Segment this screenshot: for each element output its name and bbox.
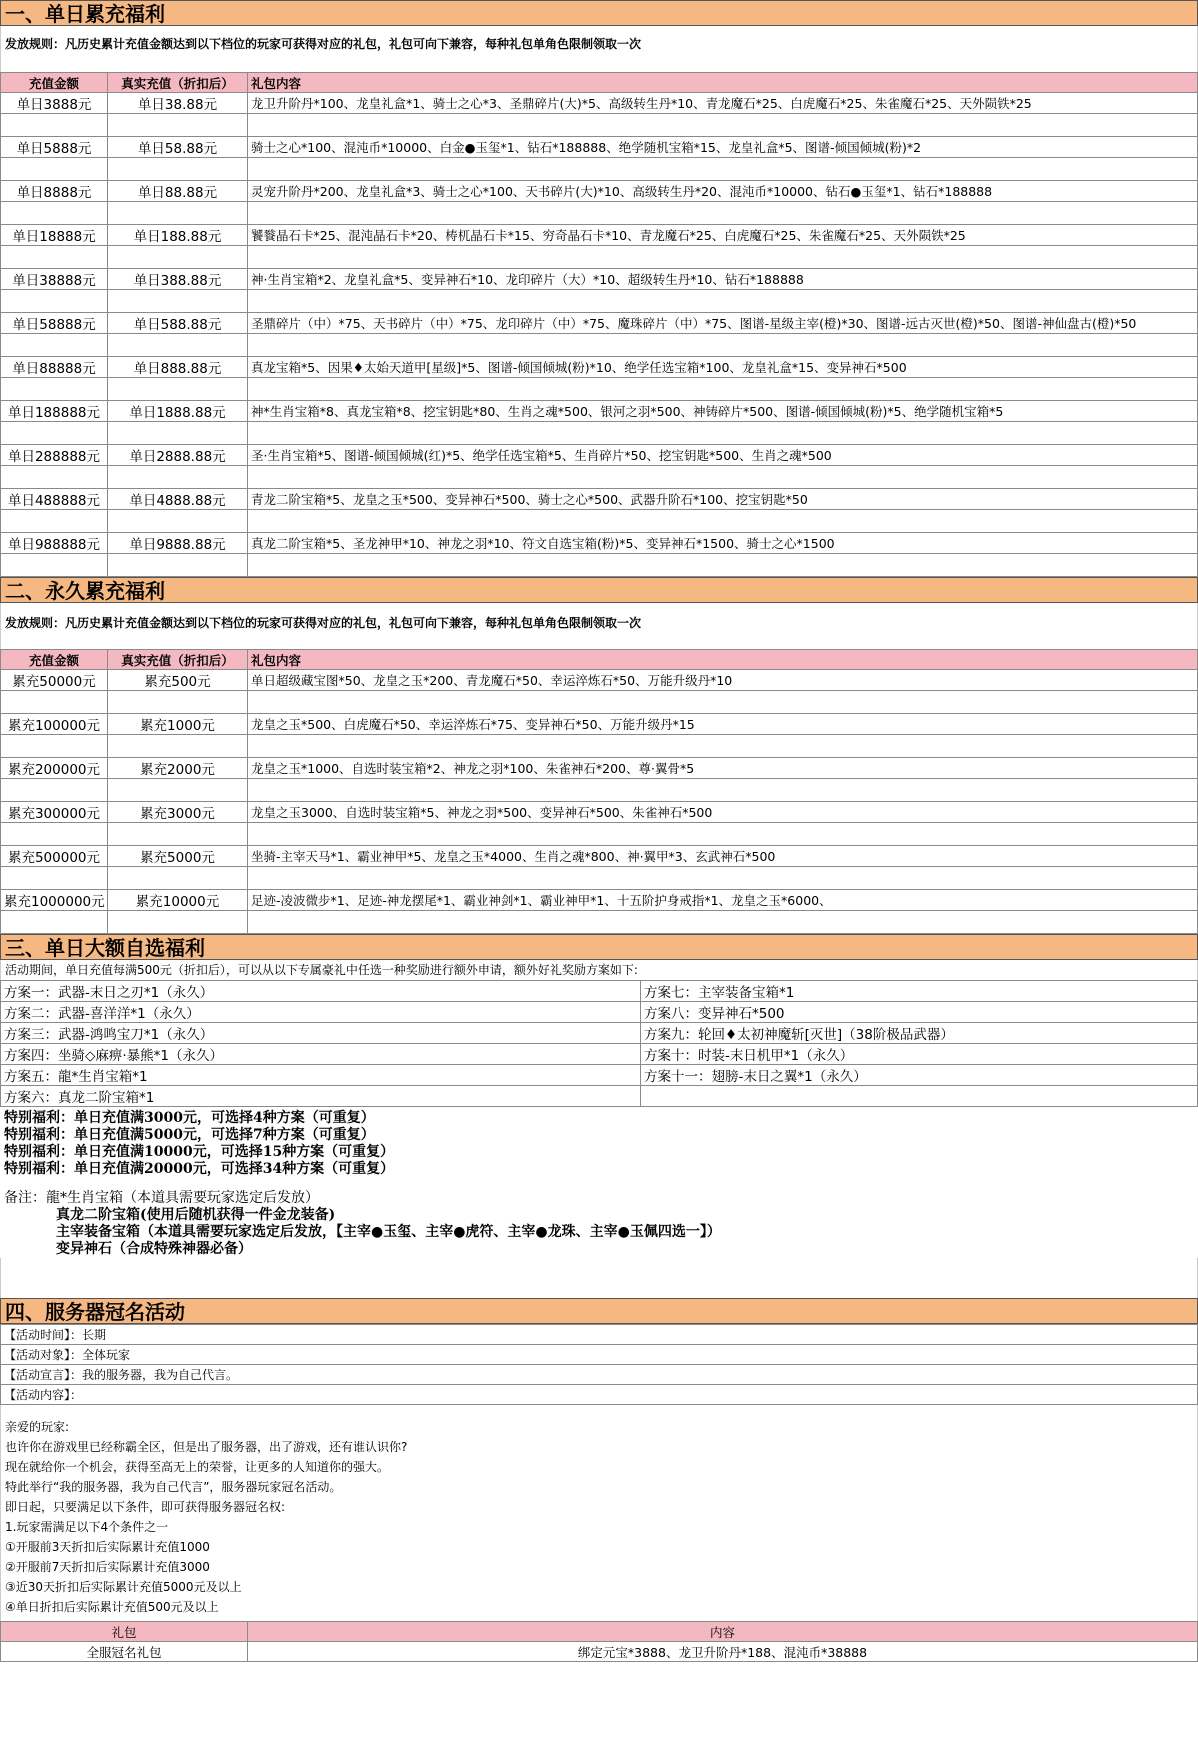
blank-cell bbox=[248, 554, 1198, 577]
section-3-title: 三、单日大额自选福利 bbox=[0, 934, 1198, 960]
gift-name: 全服冠名礼包 bbox=[1, 1642, 248, 1662]
letter-line: 也许你在游戏里已经称霸全区，但是出了服务器，出了游戏，还有谁认识你? bbox=[5, 1440, 408, 1454]
amount-cell: 单日58888元 bbox=[1, 313, 108, 334]
table-row bbox=[1, 890, 1198, 911]
table-row bbox=[1, 93, 1198, 114]
content-cell: 龙卫升阶丹*100、龙皇礼盒*1、骑士之心*3、圣鼎碎片(大)*5、高级转生丹*10、青龙魔石*25、白虎魔石*25、朱雀魔石*25、天外陨铁*25 bbox=[248, 93, 1198, 114]
blank-cell bbox=[108, 466, 248, 489]
table-row bbox=[1, 137, 1198, 158]
blank-cell bbox=[1, 202, 108, 225]
special-line: 特别福利：单日充值满3000元，可选择4种方案（可重复） bbox=[4, 1110, 375, 1126]
amount-cell: 累充50000元 bbox=[1, 670, 108, 691]
special-line: 特别福利：单日充值满20000元，可选择34种方案（可重复） bbox=[4, 1161, 395, 1177]
col-real-header: 真实充值（折扣后） bbox=[108, 73, 248, 93]
real-amount-cell: 累充3000元 bbox=[108, 802, 248, 823]
blank-row bbox=[1, 158, 1198, 181]
blank-row bbox=[1, 554, 1198, 577]
spacer bbox=[0, 58, 1198, 72]
blank-row bbox=[1, 466, 1198, 489]
note-line: 真龙二阶宝箱(使用后随机获得一件金龙装备) bbox=[56, 1207, 336, 1223]
real-amount-cell: 单日588.88元 bbox=[108, 313, 248, 334]
activity-info bbox=[0, 1324, 1198, 1405]
info-line: 【活动时间】：长期 bbox=[1, 1325, 1198, 1345]
plan-left: 方案三：武器-鸿鸣宝刀*1（永久） bbox=[1, 1023, 641, 1044]
blank-cell bbox=[108, 510, 248, 533]
blank-cell bbox=[108, 202, 248, 225]
blank-row bbox=[1, 510, 1198, 533]
real-amount-cell: 累充2000元 bbox=[108, 758, 248, 779]
gift-content: 绑定元宝*3888、龙卫升阶丹*188、混沌币*38888 bbox=[248, 1642, 1198, 1662]
blank-cell bbox=[108, 823, 248, 846]
blank-cell bbox=[108, 911, 248, 934]
blank-cell bbox=[1, 114, 108, 137]
blank-cell bbox=[108, 158, 248, 181]
note-head: 备注：龍*生肖宝箱（本道具需要玩家选定后发放） bbox=[4, 1190, 319, 1206]
blank-row bbox=[1, 290, 1198, 313]
blank-cell bbox=[248, 290, 1198, 313]
blank-cell bbox=[248, 378, 1198, 401]
real-amount-cell: 单日888.88元 bbox=[108, 357, 248, 378]
plan-left: 方案四：坐骑◇麻痹·暴熊*1（永久） bbox=[1, 1044, 641, 1065]
plan-row bbox=[1, 1023, 1198, 1044]
letter-line: 1.玩家需满足以下4个条件之一 bbox=[5, 1520, 169, 1534]
plan-left: 方案一：武器-末日之刃*1（永久） bbox=[1, 981, 641, 1002]
blank-row bbox=[1, 334, 1198, 357]
note-line: 变异神石（合成特殊神器必备） bbox=[56, 1241, 252, 1257]
plan-right: 方案八：变异神石*500 bbox=[641, 1002, 1198, 1023]
col-content-header: 礼包内容 bbox=[248, 73, 1198, 93]
amount-cell: 单日188888元 bbox=[1, 401, 108, 422]
real-amount-cell: 累充10000元 bbox=[108, 890, 248, 911]
col-content-header: 内容 bbox=[248, 1622, 1198, 1642]
special-line: 特别福利：单日充值满10000元，可选择15种方案（可重复） bbox=[4, 1144, 395, 1160]
plan-right: 方案九：轮回♦太初神魔斩[灭世]（38阶极品武器） bbox=[641, 1023, 1198, 1044]
letter-line: ①开服前3天折扣后实际累计充值1000 bbox=[5, 1540, 210, 1554]
section-2-table bbox=[0, 649, 1198, 934]
real-amount-cell: 单日2888.88元 bbox=[108, 445, 248, 466]
blank-cell bbox=[1, 378, 108, 401]
info-line: 【活动内容】： bbox=[1, 1385, 1198, 1405]
letter-line: 亲爱的玩家: bbox=[5, 1420, 70, 1434]
content-cell: 青龙二阶宝箱*5、龙皇之玉*500、变异神石*500、骑士之心*500、武器升阶石*100、挖宝钥匙*50 bbox=[248, 489, 1198, 510]
spacer bbox=[0, 1258, 1198, 1298]
blank-cell bbox=[108, 290, 248, 313]
blank-cell bbox=[1, 823, 108, 846]
real-amount-cell: 单日1888.88元 bbox=[108, 401, 248, 422]
content-cell: 神·生肖宝箱*2、龙皇礼盒*5、变异神石*10、龙印碎片（大）*10、超级转生丹*10、钻石*188888 bbox=[248, 269, 1198, 290]
blank-row bbox=[1, 202, 1198, 225]
letter-line: ②开服前7天折扣后实际累计充值3000 bbox=[5, 1560, 210, 1574]
plan-row bbox=[1, 1086, 1198, 1107]
plan-left: 方案六：真龙二阶宝箱*1 bbox=[1, 1086, 641, 1107]
amount-cell: 累充500000元 bbox=[1, 846, 108, 867]
blank-cell bbox=[248, 334, 1198, 357]
plan-row bbox=[1, 981, 1198, 1002]
blank-row bbox=[1, 422, 1198, 445]
content-cell: 骑士之心*100、混沌币*10000、白金●玉玺*1、钻石*188888、绝学随机宝箱*15、龙皇礼盒*5、图谱-倾国倾城(粉)*2 bbox=[248, 137, 1198, 158]
blank-cell bbox=[1, 422, 108, 445]
blank-cell bbox=[248, 735, 1198, 758]
plan-right: 方案十一：翅膀-末日之翼*1（永久） bbox=[641, 1065, 1198, 1086]
blank-cell bbox=[248, 867, 1198, 890]
blank-row bbox=[1, 691, 1198, 714]
plan-right bbox=[641, 1086, 1198, 1107]
col-content-header: 礼包内容 bbox=[248, 650, 1198, 670]
blank-cell bbox=[108, 114, 248, 137]
amount-cell: 单日88888元 bbox=[1, 357, 108, 378]
blank-cell bbox=[108, 691, 248, 714]
amount-cell: 单日988888元 bbox=[1, 533, 108, 554]
section-1-rule: 发放规则：凡历史累计充值金额达到以下档位的玩家可获得对应的礼包，礼包可向下兼容，每种礼包单角色限制领取一次 bbox=[0, 30, 1198, 58]
table-row bbox=[1, 802, 1198, 823]
blank-cell bbox=[248, 510, 1198, 533]
real-amount-cell: 累充1000元 bbox=[108, 714, 248, 735]
real-amount-cell: 单日88.88元 bbox=[108, 181, 248, 202]
blank-cell bbox=[248, 823, 1198, 846]
table-row bbox=[1, 181, 1198, 202]
letter-line: 即日起，只要满足以下条件，即可获得服务器冠名权: bbox=[5, 1500, 286, 1514]
content-cell: 圣鼎碎片（中）*75、天书碎片（中）*75、龙印碎片（中）*75、魔珠碎片（中）*75、图谱-星级主宰(橙)*30、图谱-远古灭世(橙)*50、图谱-神仙盘古(橙)*50 bbox=[248, 313, 1198, 334]
blank-row bbox=[1, 378, 1198, 401]
blank-row bbox=[1, 246, 1198, 269]
blank-row bbox=[1, 823, 1198, 846]
plan-right: 方案七：主宰装备宝箱*1 bbox=[641, 981, 1198, 1002]
col-gift-header: 礼包 bbox=[1, 1622, 248, 1642]
table-row bbox=[1, 670, 1198, 691]
blank-cell bbox=[1, 246, 108, 269]
blank-cell bbox=[1, 691, 108, 714]
table-row bbox=[1, 489, 1198, 510]
section-4-title: 四、服务器冠名活动 bbox=[0, 1298, 1198, 1324]
blank-cell bbox=[248, 246, 1198, 269]
amount-cell: 累充1000000元 bbox=[1, 890, 108, 911]
info-line: 【活动宣言】：我的服务器，我为自己代言。 bbox=[1, 1365, 1198, 1385]
section-1-table bbox=[0, 72, 1198, 577]
blank-cell bbox=[108, 554, 248, 577]
real-amount-cell: 单日9888.88元 bbox=[108, 533, 248, 554]
table-row bbox=[1, 313, 1198, 334]
plan-left: 方案二：武器-喜洋洋*1（永久） bbox=[1, 1002, 641, 1023]
table-row bbox=[1, 401, 1198, 422]
blank-cell bbox=[1, 867, 108, 890]
blank-cell bbox=[1, 158, 108, 181]
letter-line: ④单日折扣后实际累计充值500元及以上 bbox=[5, 1600, 219, 1614]
table-row bbox=[1, 758, 1198, 779]
blank-cell bbox=[1, 779, 108, 802]
blank-cell bbox=[1, 554, 108, 577]
content-cell: 真龙宝箱*5、因果♦太始天道甲[星级]*5、图谱-倾国倾城(粉)*10、绝学任选宝箱*100、龙皇礼盒*15、变异神石*500 bbox=[248, 357, 1198, 378]
blank-cell bbox=[108, 422, 248, 445]
letter-line: 现在就给你一个机会，获得至高无上的荣誉，让更多的人知道你的强大。 bbox=[5, 1460, 390, 1474]
plan-row bbox=[1, 1065, 1198, 1086]
plan-table bbox=[0, 980, 1198, 1107]
amount-cell: 单日288888元 bbox=[1, 445, 108, 466]
real-amount-cell: 单日38.88元 bbox=[108, 93, 248, 114]
content-cell: 灵宠升阶丹*200、龙皇礼盒*3、骑士之心*100、天书碎片(大)*10、高级转生丹*20、混沌币*10000、钻石●玉玺*1、钻石*188888 bbox=[248, 181, 1198, 202]
blank-cell bbox=[248, 911, 1198, 934]
table-row bbox=[1, 533, 1198, 554]
note-line: 主宰装备宝箱（本道具需要玩家选定后发放，【主宰●玉玺、主宰●虎符、主宰●龙珠、主宰●玉佩四选一】） bbox=[56, 1224, 721, 1240]
amount-cell: 累充200000元 bbox=[1, 758, 108, 779]
blank-cell bbox=[248, 779, 1198, 802]
blank-cell bbox=[248, 466, 1198, 489]
content-cell: 单日超级藏宝图*50、龙皇之玉*200、青龙魔石*50、幸运淬炼石*50、万能升级丹*10 bbox=[248, 670, 1198, 691]
section-2-title: 二、永久累充福利 bbox=[0, 577, 1198, 603]
content-cell: 神*生肖宝箱*8、真龙宝箱*8、挖宝钥匙*80、生肖之魂*500、银河之羽*500、神铸碎片*500、图谱-倾国倾城(粉)*5、绝学随机宝箱*5 bbox=[248, 401, 1198, 422]
amount-cell: 单日8888元 bbox=[1, 181, 108, 202]
section-2-rule: 发放规则：凡历史累计充值金额达到以下档位的玩家可获得对应的礼包，礼包可向下兼容，每种礼包单角色限制领取一次 bbox=[0, 609, 1198, 637]
notes bbox=[0, 1190, 1198, 1258]
plan-left: 方案五：龍*生肖宝箱*1 bbox=[1, 1065, 641, 1086]
letter bbox=[0, 1405, 1198, 1621]
blank-cell bbox=[1, 466, 108, 489]
content-cell: 圣·生肖宝箱*5、图谱-倾国倾城(红)*5、绝学任选宝箱*5、生肖碎片*50、挖宝钥匙*500、生肖之魂*500 bbox=[248, 445, 1198, 466]
blank-row bbox=[1, 114, 1198, 137]
plan-row bbox=[1, 1002, 1198, 1023]
blank-cell bbox=[1, 334, 108, 357]
content-cell: 足迹-凌波微步*1、足迹-神龙摆尾*1、霸业神剑*1、霸业神甲*1、十五阶护身戒指*1、龙皇之玉*6000、 bbox=[248, 890, 1198, 911]
blank-cell bbox=[248, 202, 1198, 225]
blank-cell bbox=[108, 334, 248, 357]
content-cell: 龙皇之玉*500、白虎魔石*50、幸运淬炼石*75、变异神石*50、万能升级丹*15 bbox=[248, 714, 1198, 735]
table-row bbox=[1, 357, 1198, 378]
blank-cell bbox=[248, 114, 1198, 137]
amount-cell: 单日488888元 bbox=[1, 489, 108, 510]
blank-cell bbox=[248, 691, 1198, 714]
blank-cell bbox=[248, 158, 1198, 181]
content-cell: 真龙二阶宝箱*5、圣龙神甲*10、神龙之羽*10、符文自选宝箱(粉)*5、变异神石*1500、骑士之心*1500 bbox=[248, 533, 1198, 554]
amount-cell: 累充300000元 bbox=[1, 802, 108, 823]
amount-cell: 单日38888元 bbox=[1, 269, 108, 290]
section-3-intro: 活动期间，单日充值每满500元（折扣后），可以从以下专属豪礼中任选一种奖励进行额外申请，额外好礼奖励方案如下: bbox=[0, 960, 1198, 980]
special-line: 特别福利：单日充值满5000元，可选择7种方案（可重复） bbox=[4, 1127, 375, 1143]
col-amount-header: 充值金额 bbox=[1, 650, 108, 670]
real-amount-cell: 单日4888.88元 bbox=[108, 489, 248, 510]
content-cell: 龙皇之玉*1000、自选时装宝箱*2、神龙之羽*100、朱雀神石*200、尊·翼骨*5 bbox=[248, 758, 1198, 779]
blank-row bbox=[1, 779, 1198, 802]
blank-row bbox=[1, 911, 1198, 934]
letter-line: 特此举行“我的服务器，我为自己代言”，服务器玩家冠名活动。 bbox=[5, 1480, 342, 1494]
real-amount-cell: 单日188.88元 bbox=[108, 225, 248, 246]
info-line: 【活动对象】：全体玩家 bbox=[1, 1345, 1198, 1365]
blank-cell bbox=[108, 867, 248, 890]
section-1-title: 一、单日累充福利 bbox=[0, 0, 1198, 26]
blank-cell bbox=[108, 378, 248, 401]
blank-cell bbox=[1, 290, 108, 313]
blank-cell bbox=[108, 779, 248, 802]
col-amount-header: 充值金额 bbox=[1, 73, 108, 93]
amount-cell: 单日5888元 bbox=[1, 137, 108, 158]
spacer bbox=[0, 637, 1198, 649]
blank-cell bbox=[1, 510, 108, 533]
table-row bbox=[1, 714, 1198, 735]
amount-cell: 单日18888元 bbox=[1, 225, 108, 246]
blank-cell bbox=[1, 735, 108, 758]
content-cell: 坐骑-主宰天马*1、霸业神甲*5、龙皇之玉*4000、生肖之魂*800、神·翼甲*3、玄武神石*500 bbox=[248, 846, 1198, 867]
plan-row bbox=[1, 1044, 1198, 1065]
blank-row bbox=[1, 867, 1198, 890]
content-cell: 龙皇之玉3000、自选时装宝箱*5、神龙之羽*500、变异神石*500、朱雀神石*500 bbox=[248, 802, 1198, 823]
real-amount-cell: 单日58.88元 bbox=[108, 137, 248, 158]
content-cell: 饕餮晶石卡*25、混沌晶石卡*20、梼杌晶石卡*15、穷奇晶石卡*10、青龙魔石*25、白虎魔石*25、朱雀魔石*25、天外陨铁*25 bbox=[248, 225, 1198, 246]
real-amount-cell: 累充500元 bbox=[108, 670, 248, 691]
real-amount-cell: 累充5000元 bbox=[108, 846, 248, 867]
table-row bbox=[1, 269, 1198, 290]
amount-cell: 单日3888元 bbox=[1, 93, 108, 114]
plan-right: 方案十：时装-末日机甲*1（永久） bbox=[641, 1044, 1198, 1065]
table-row bbox=[1, 846, 1198, 867]
reward-table bbox=[0, 1621, 1198, 1662]
blank-row bbox=[1, 735, 1198, 758]
amount-cell: 累充100000元 bbox=[1, 714, 108, 735]
blank-cell bbox=[108, 246, 248, 269]
blank-cell bbox=[248, 422, 1198, 445]
table-row bbox=[1, 445, 1198, 466]
blank-cell bbox=[1, 911, 108, 934]
special-benefits bbox=[0, 1110, 1198, 1178]
blank-cell bbox=[108, 735, 248, 758]
table-row bbox=[1, 225, 1198, 246]
col-real-header: 真实充值（折扣后） bbox=[108, 650, 248, 670]
real-amount-cell: 单日388.88元 bbox=[108, 269, 248, 290]
letter-line: ③近30天折扣后实际累计充值5000元及以上 bbox=[5, 1580, 242, 1594]
